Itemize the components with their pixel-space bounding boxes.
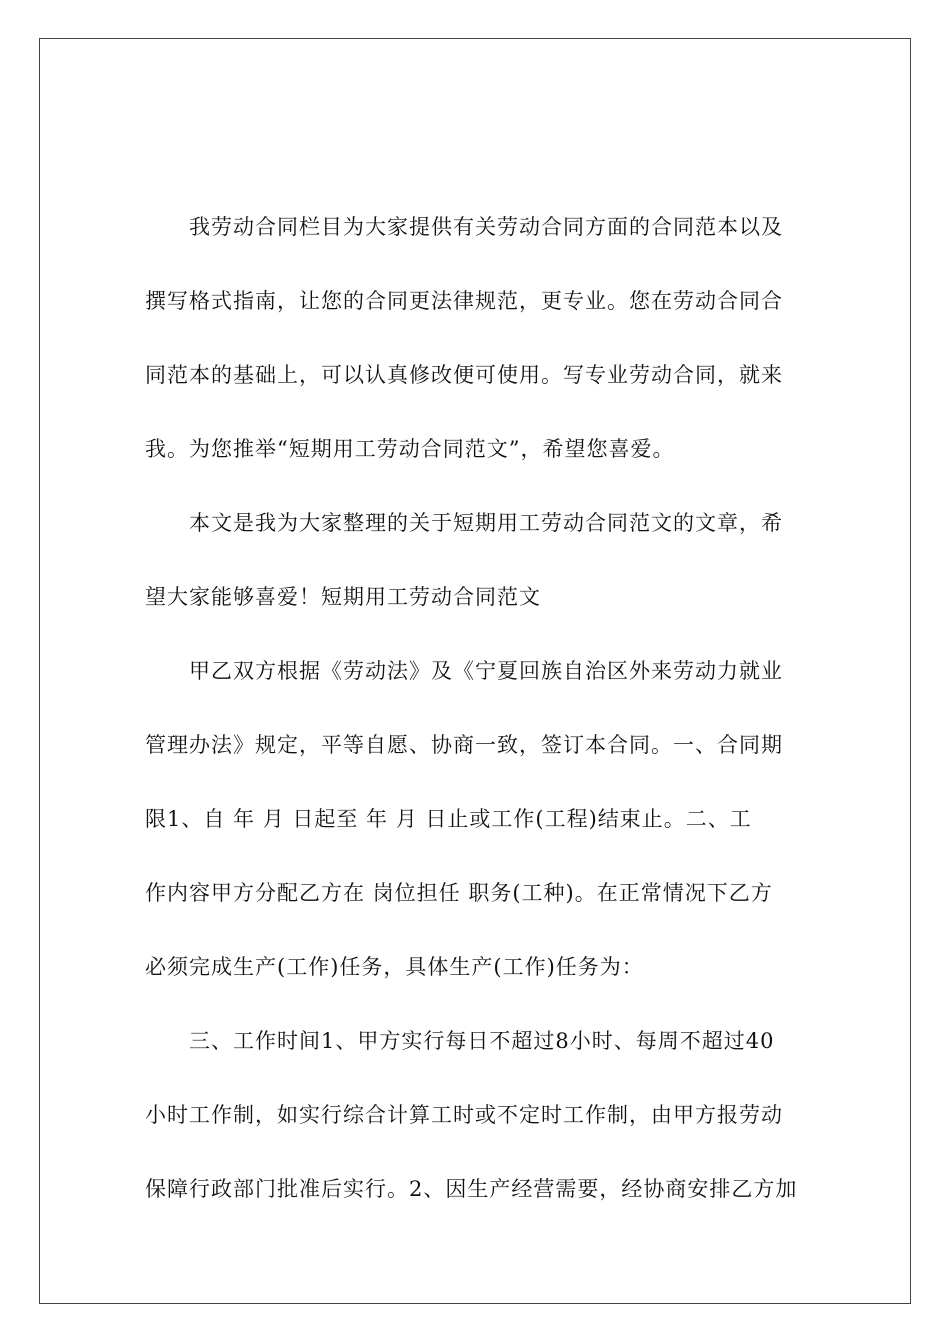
text-line: 管理办法》规定，平等自愿、协商一致，签订本合同。一、合同期 bbox=[145, 733, 783, 757]
text-line: 本文是我为大家整理的关于短期用工劳动合同范文的文章，希 bbox=[189, 511, 783, 535]
text-line: 我劳动合同栏目为大家提供有关劳动合同方面的合同范本以及 bbox=[189, 215, 783, 239]
text-line: 限1、自 年 月 日起至 年 月 日止或工作(工程)结束止。二、工 bbox=[145, 807, 752, 831]
text-line: 三、工作时间1、甲方实行每日不超过8小时、每周不超过40 bbox=[189, 1029, 775, 1053]
text-line: 小时工作制，如实行综合计算工时或不定时工作制，由甲方报劳动 bbox=[145, 1103, 783, 1127]
text-line: 甲乙双方根据《劳动法》及《宁夏回族自治区外来劳动力就业 bbox=[189, 659, 783, 683]
text-line: 必须完成生产(工作)任务，具体生产(工作)任务为： bbox=[145, 955, 644, 979]
text-line: 我。为您推举“短期用工劳动合同范文”，希望您喜爱。 bbox=[145, 437, 675, 461]
text-line: 望大家能够喜爱！短期用工劳动合同范文 bbox=[145, 585, 541, 609]
text-line: 撰写格式指南，让您的合同更法律规范，更专业。您在劳动合同合 bbox=[145, 289, 783, 313]
document-body bbox=[145, 190, 805, 1226]
text-line: 作内容甲方分配乙方在 岗位担任 职务(工种)。在正常情况下乙方 bbox=[145, 881, 773, 905]
text-line: 同范本的基础上，可以认真修改便可使用。写专业劳动合同，就来 bbox=[145, 363, 783, 387]
text-line: 保障行政部门批准后实行。2、因生产经营需要，经协商安排乙方加 bbox=[145, 1177, 798, 1201]
